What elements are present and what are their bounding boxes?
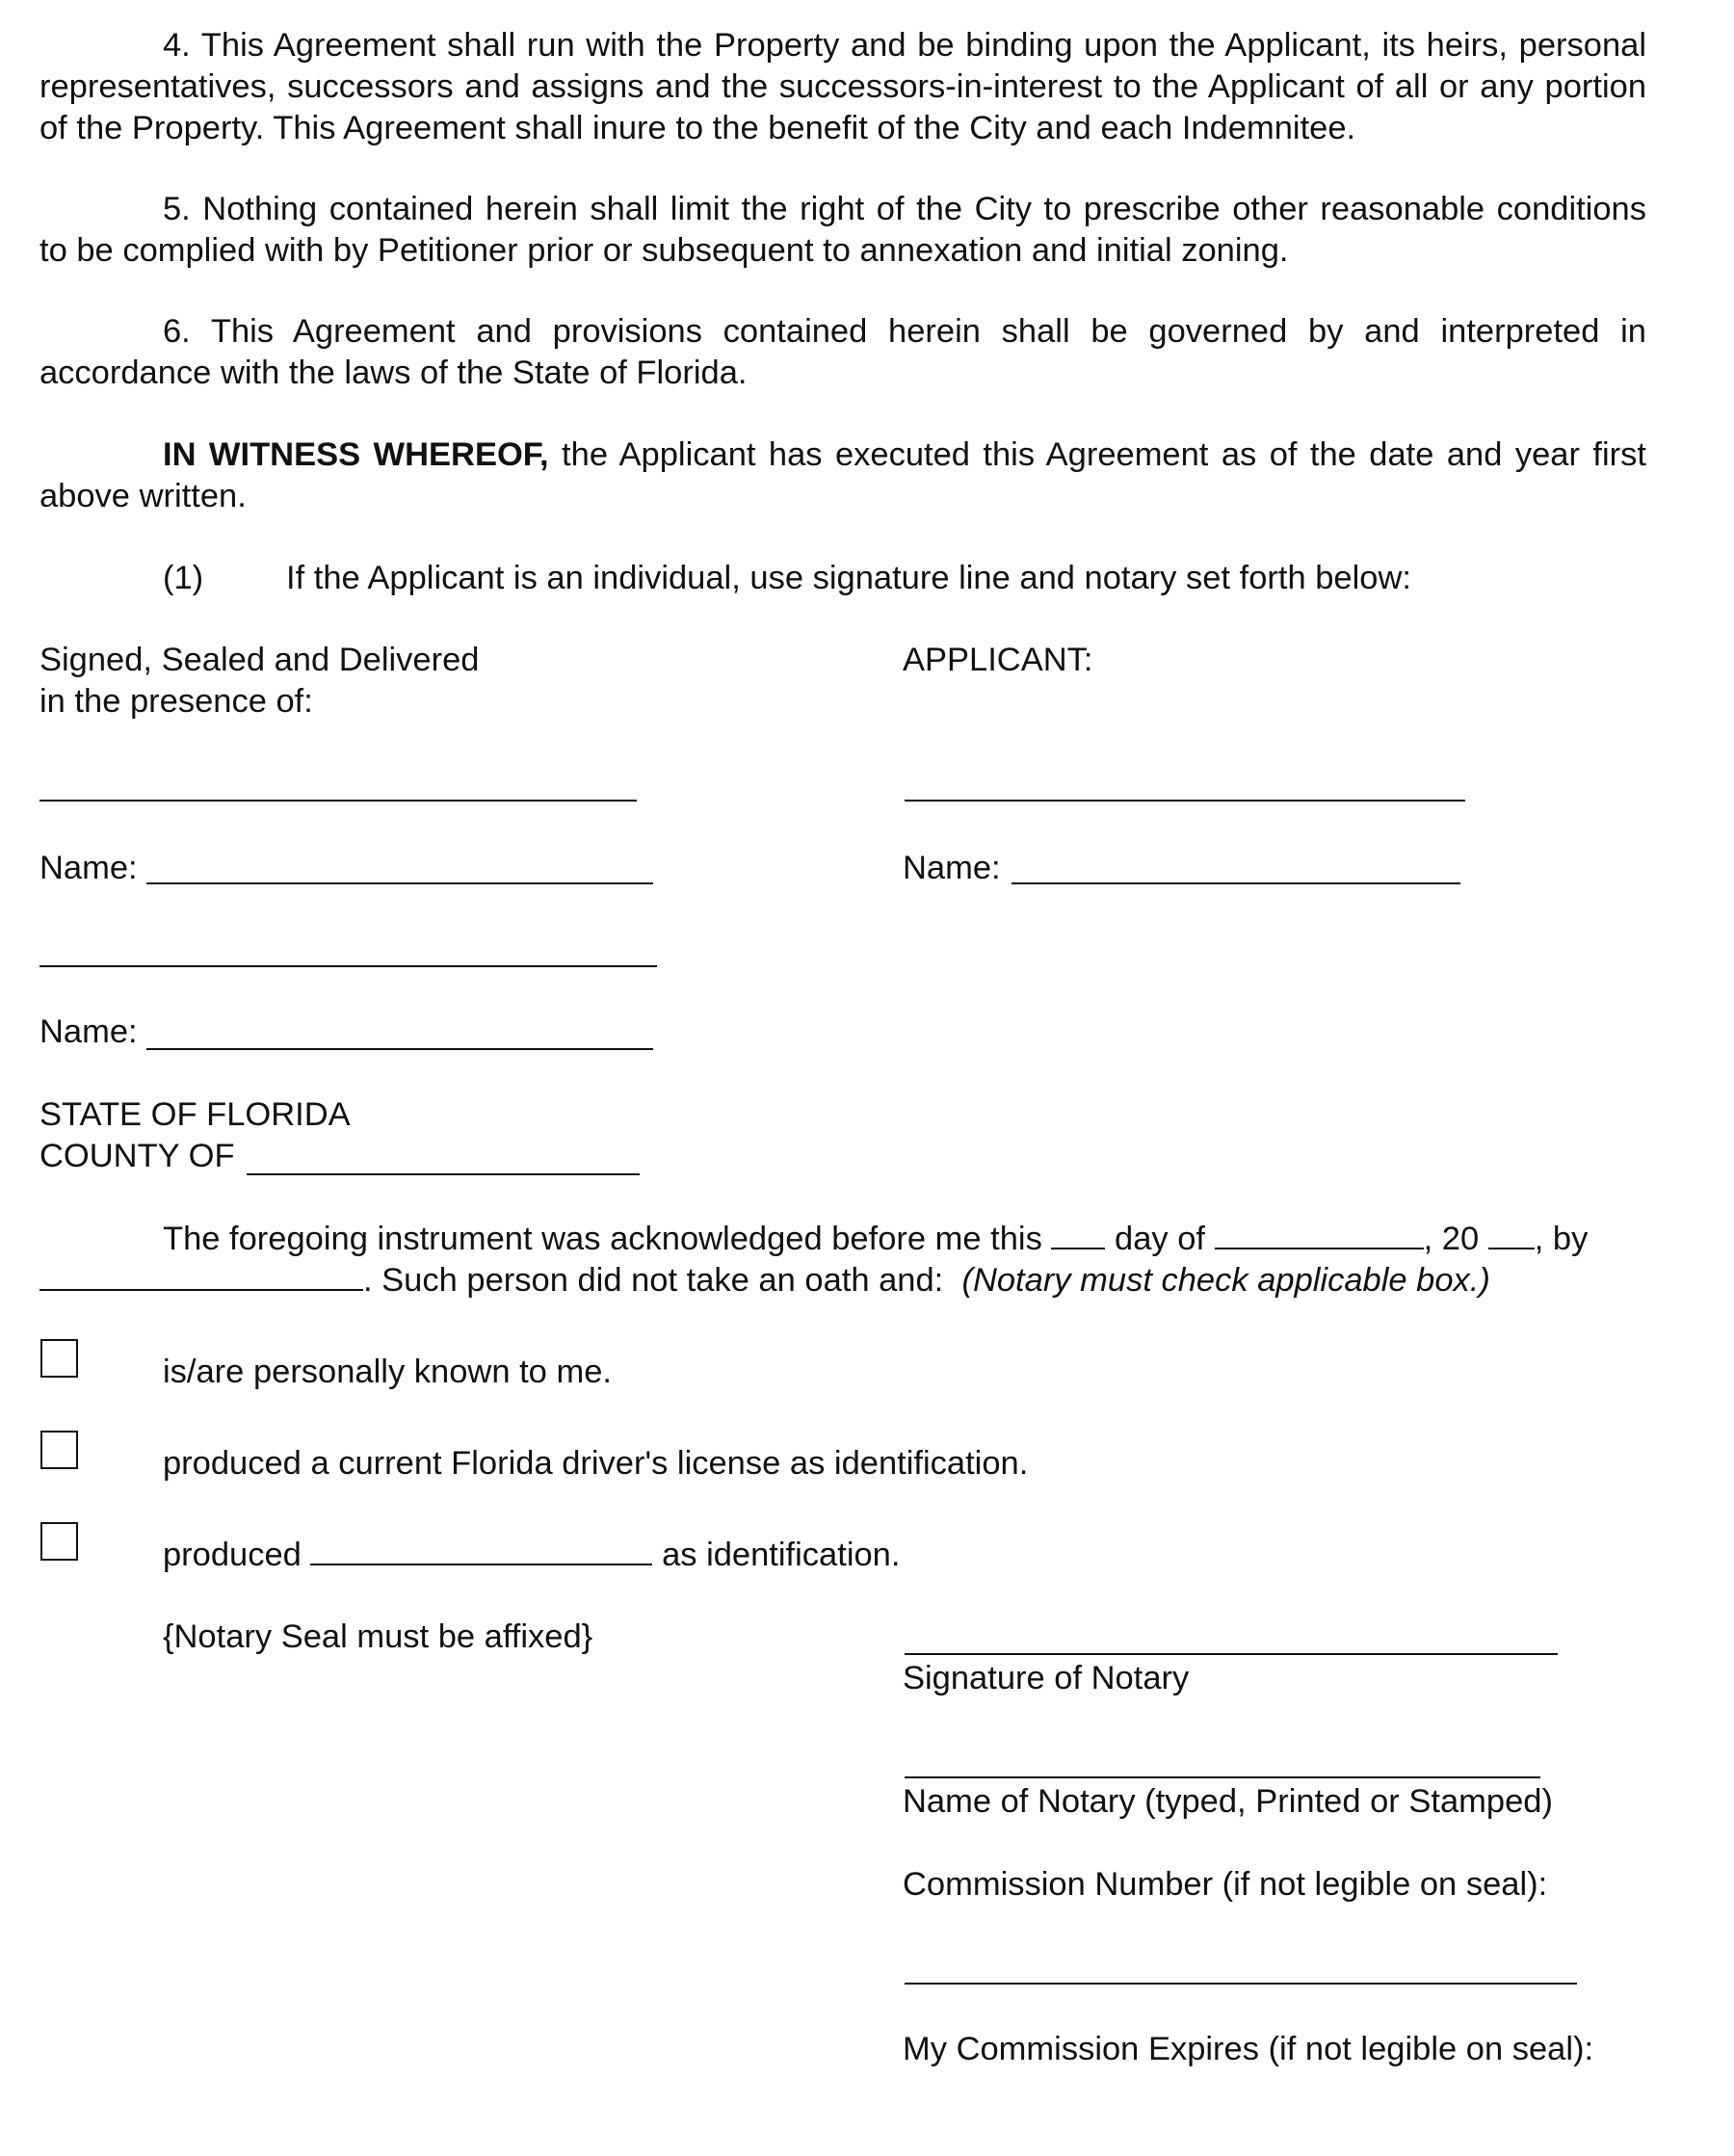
- witness-line-1: IN WITNESS WHEREOF, the Applicant has executed this Agreement as of the date and year first: [163, 436, 1646, 473]
- personally-known-text: is/are personally known to me.: [163, 1354, 612, 1390]
- paragraph-6-line-2: accordance with the laws of the State of Florida.: [39, 355, 748, 391]
- commission-expires-label: My Commission Expires (if not legible on seal):: [903, 2031, 1594, 2067]
- notary-signature-line[interactable]: [905, 1653, 1558, 1655]
- witness-2-name-line[interactable]: [146, 1048, 653, 1050]
- notary-check-note: (Notary must check applicable box.): [961, 1262, 1490, 1299]
- county-label: COUNTY OF: [39, 1138, 235, 1174]
- year-blank[interactable]: [1488, 1219, 1535, 1249]
- month-blank[interactable]: [1215, 1219, 1424, 1249]
- witness-1-signature-line[interactable]: [39, 800, 637, 802]
- signed-sealed-line-2: in the presence of:: [39, 683, 313, 720]
- paragraph-4-line-3: of the Property. This Agreement shall inure to the benefit of the City and each Indemnitee.: [39, 110, 1356, 146]
- notary-name-label: Name of Notary (typed, Printed or Stamped): [903, 1783, 1553, 1820]
- other-id-checkbox[interactable]: [40, 1522, 78, 1561]
- county-line[interactable]: [247, 1173, 640, 1175]
- paragraph-6-line-1: 6. This Agreement and provisions contained herein shall be governed by and interpreted in: [163, 313, 1646, 350]
- applicant-signature-line[interactable]: [905, 800, 1465, 802]
- witness-2-name-label: Name:: [39, 1013, 138, 1050]
- witness-2-signature-line[interactable]: [39, 965, 657, 967]
- state-label: STATE OF FLORIDA: [39, 1096, 351, 1133]
- witness-1-name-line[interactable]: [146, 882, 653, 884]
- person-name-blank[interactable]: [39, 1260, 363, 1291]
- acknowledgement-line-1: The foregoing instrument was acknowledged before me this day of , 20 , by: [163, 1221, 1589, 1257]
- other-id-text: produced as identification.: [163, 1537, 901, 1573]
- drivers-license-checkbox[interactable]: [40, 1431, 78, 1469]
- individual-instruction: If the Applicant is an individual, use signature line and notary set forth below:: [286, 560, 1411, 596]
- paragraph-5-line-2: to be complied with by Petitioner prior or subsequent to annexation and initial zoning.: [39, 232, 1289, 269]
- signed-sealed-line-1: Signed, Sealed and Delivered: [39, 642, 480, 678]
- applicant-name-line[interactable]: [1012, 882, 1460, 884]
- drivers-license-text: produced a current Florida driver's license as identification.: [163, 1445, 1029, 1482]
- paragraph-4-line-1: 4. This Agreement shall run with the Property and be binding upon the Applicant, its heirs, personal: [163, 27, 1646, 64]
- applicant-name-label: Name:: [903, 850, 1001, 886]
- commission-number-label: Commission Number (if not legible on seal):: [903, 1866, 1548, 1903]
- applicant-label: APPLICANT:: [903, 642, 1093, 678]
- paragraph-4-line-2: representatives, successors and assigns and the successors-in-interest to the Applicant of all or any portion: [39, 68, 1646, 105]
- witness-bold: IN WITNESS WHEREOF,: [163, 436, 549, 473]
- notary-signature-label: Signature of Notary: [903, 1660, 1190, 1696]
- witness-line-2: above written.: [39, 478, 247, 514]
- day-blank[interactable]: [1051, 1219, 1105, 1249]
- personally-known-checkbox[interactable]: [40, 1339, 78, 1378]
- item-number: (1): [163, 560, 204, 596]
- other-id-blank[interactable]: [310, 1535, 652, 1565]
- commission-number-line[interactable]: [905, 1983, 1577, 1985]
- notary-seal-note: {Notary Seal must be affixed}: [163, 1618, 593, 1655]
- acknowledgement-line-2: . Such person did not take an oath and: (Notary must check applicable box.): [39, 1260, 1490, 1301]
- notary-name-line[interactable]: [905, 1776, 1540, 1778]
- paragraph-5-line-1: 5. Nothing contained herein shall limit the right of the City to prescribe other reasonable conditions: [163, 191, 1646, 227]
- witness-1-name-label: Name:: [39, 850, 138, 886]
